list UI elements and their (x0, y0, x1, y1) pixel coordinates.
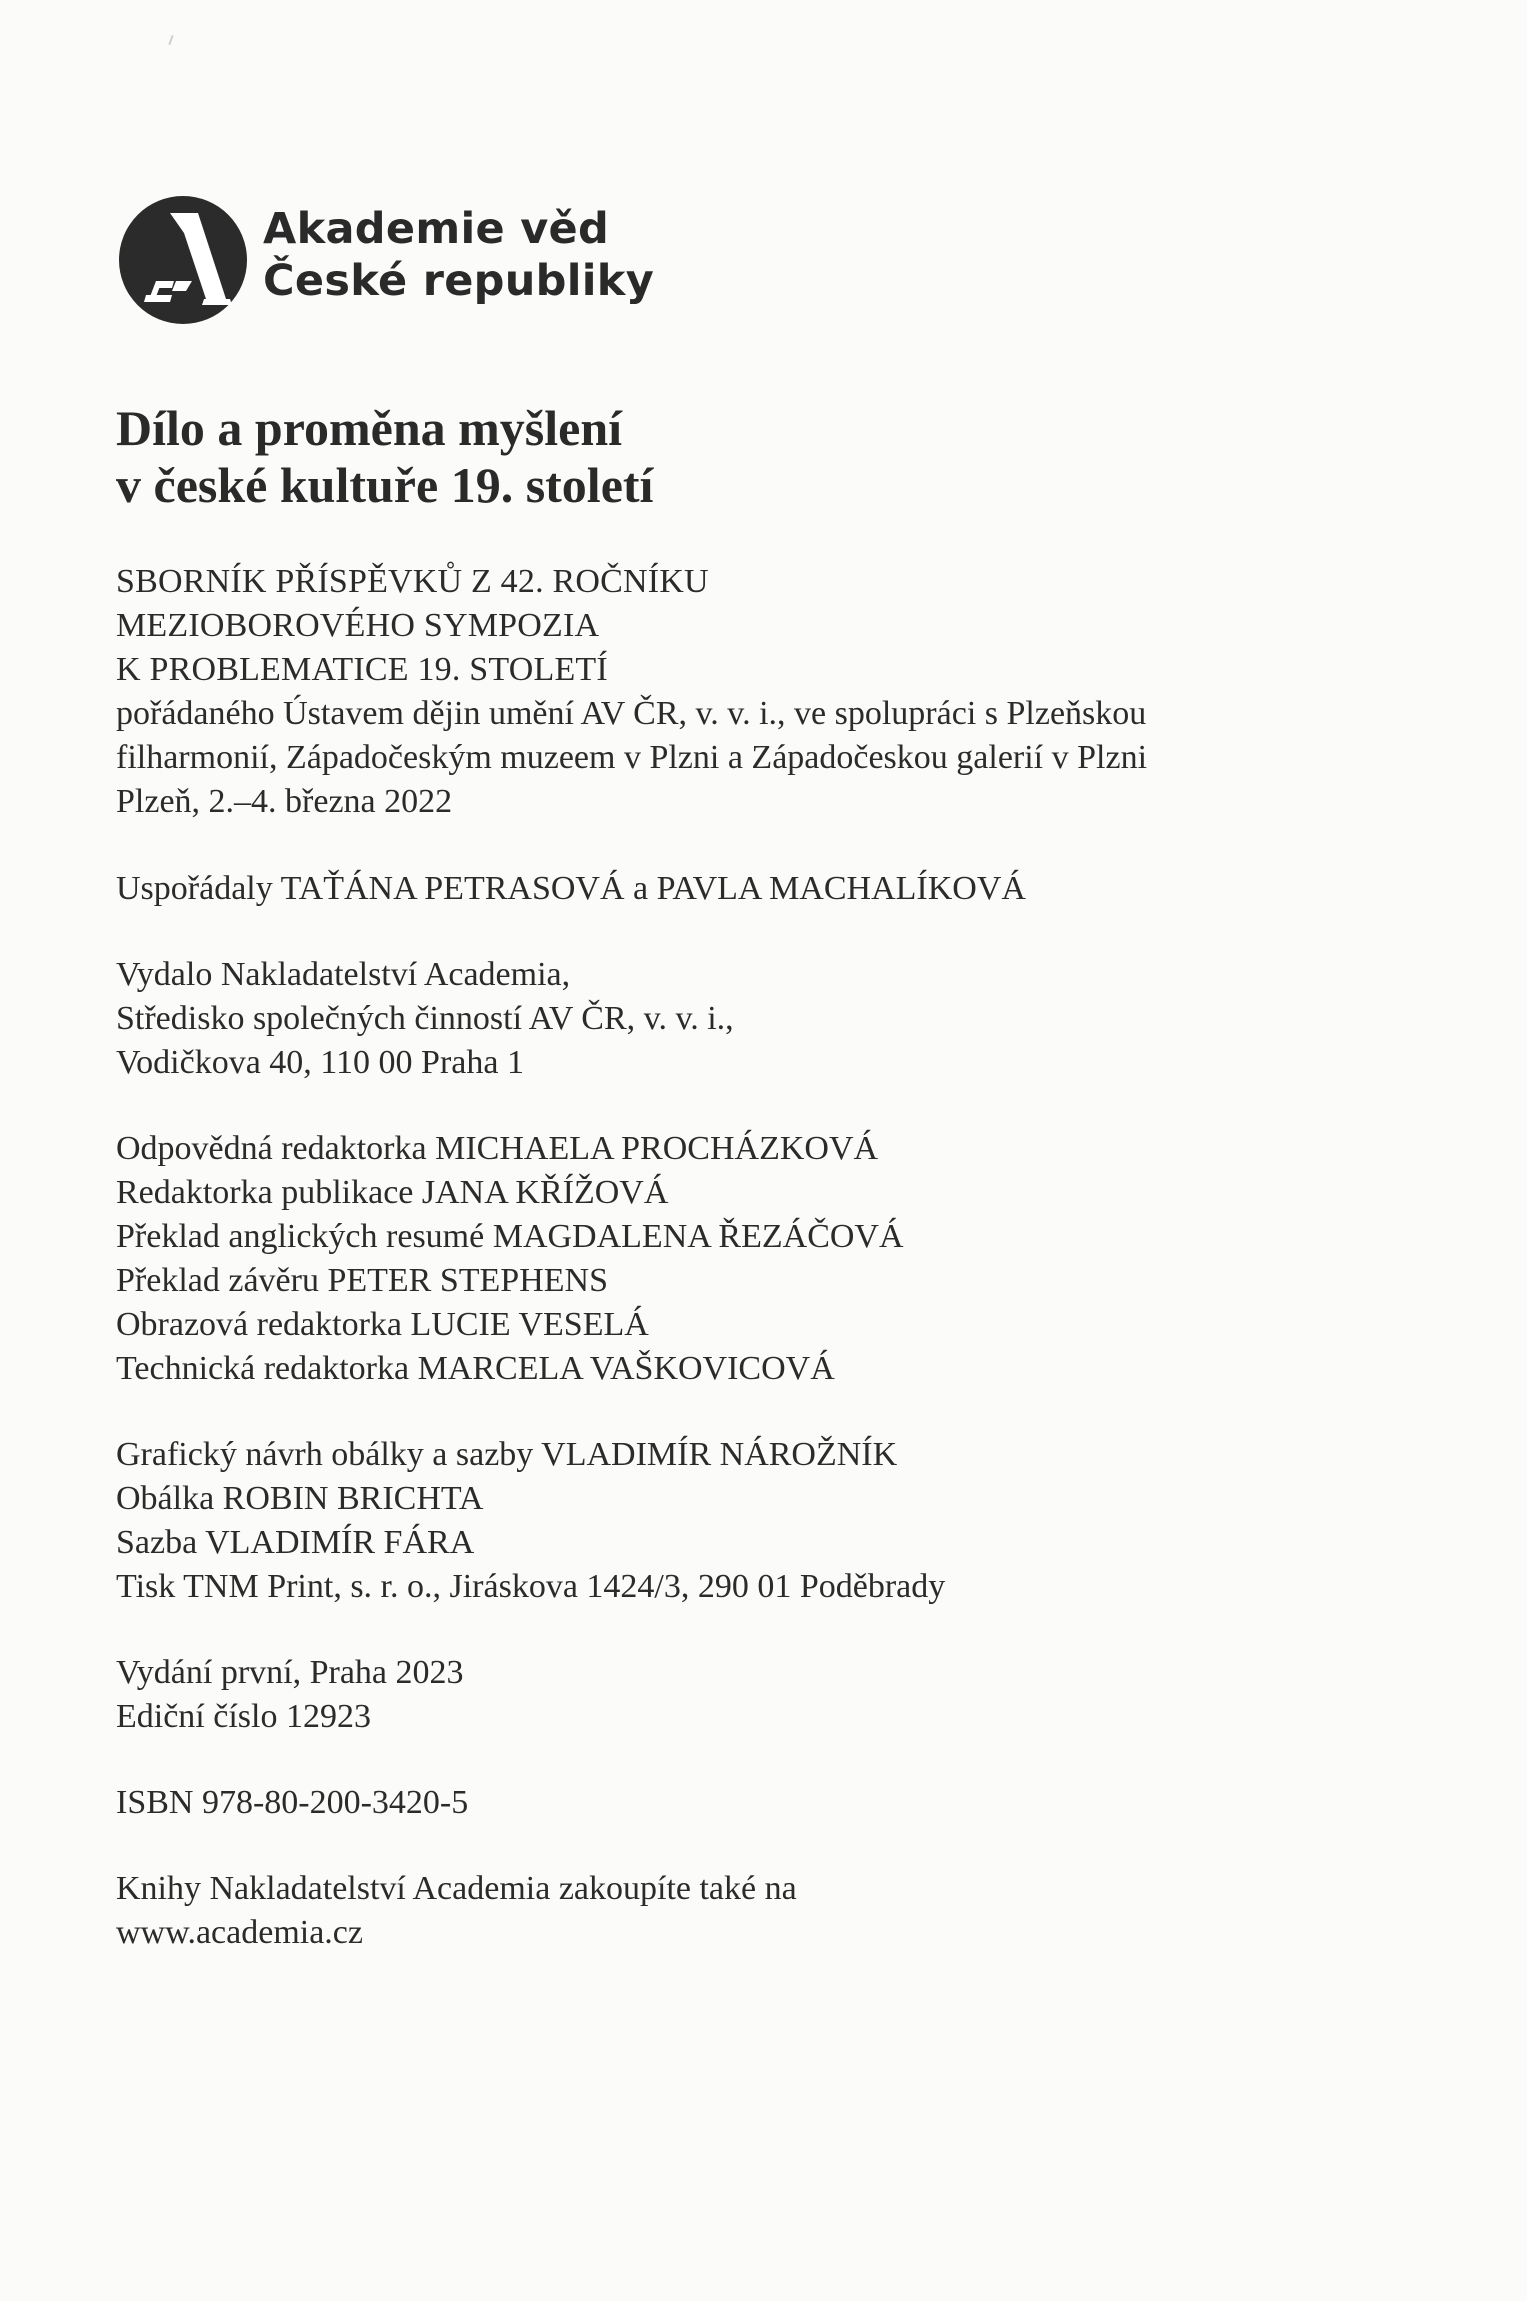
academy-name (263, 203, 654, 307)
book-title (116, 400, 1416, 514)
design-print-info (116, 1433, 1416, 1609)
staff-line: Překlad závěru PETER STEPHENS (116, 1262, 608, 1299)
publisher-line2: Středisko společných činností AV ČR, v. v. i., (116, 1000, 734, 1037)
paper-speck (168, 35, 173, 45)
proceedings-line1: SBORNÍK PŘÍSPĚVKŮ Z 42. ROČNÍKU (116, 563, 709, 600)
publisher-info (116, 953, 1416, 1085)
design-line: Grafický návrh obálky a sazby VLADIMÍR NÁROŽNÍK (116, 1436, 898, 1473)
shop-line1: Knihy Nakladatelství Academia zakoupíte také na (116, 1870, 797, 1907)
staff-line: Technická redaktorka MARCELA VAŠKOVICOVÁ (116, 1350, 835, 1387)
academy-name-line1: Akademie věd (263, 204, 610, 254)
proceedings-line4: pořádaného Ústavem dějin umění AV ČR, v. v. i., ve spolupráci s Plzeňskou (116, 695, 1147, 732)
publisher-line3: Vodičkova 40, 110 00 Praha 1 (116, 1044, 524, 1081)
academy-logo (118, 195, 758, 330)
colophon-content (116, 400, 1416, 1955)
book-title-line1: Dílo a proměna myšlení (116, 400, 623, 456)
design-line: Sazba VLADIMÍR FÁRA (116, 1524, 475, 1561)
publisher-line1: Vydalo Nakladatelství Academia, (116, 956, 571, 993)
staff-line: Redaktorka publikace JANA KŘÍŽOVÁ (116, 1174, 669, 1211)
shop-url: www.academia.cz (116, 1914, 363, 1951)
academy-a-logo-icon (118, 195, 248, 325)
design-line: Obálka ROBIN BRICHTA (116, 1480, 484, 1517)
editorial-staff (116, 1127, 1416, 1391)
academy-name-line2: České republiky (263, 256, 655, 306)
isbn-text: ISBN 978-80-200-3420-5 (116, 1784, 469, 1821)
edition-line2: Ediční číslo 12923 (116, 1698, 371, 1735)
isbn (116, 1781, 1416, 1825)
shop-info (116, 1867, 1416, 1955)
edition-info (116, 1651, 1416, 1739)
edition-line1: Vydání první, Praha 2023 (116, 1654, 464, 1691)
proceedings-line2: MEZIOBOROVÉHO SYMPOZIA (116, 607, 600, 644)
design-line: Tisk TNM Print, s. r. o., Jiráskova 1424/3, 290 01 Poděbrady (116, 1568, 946, 1605)
proceedings-line6: Plzeň, 2.–4. března 2022 (116, 783, 453, 820)
proceedings-info (116, 560, 1416, 824)
staff-line: Odpovědná redaktorka MICHAELA PROCHÁZKOVÁ (116, 1130, 879, 1167)
book-title-line2: v české kultuře 19. století (116, 457, 654, 513)
staff-line: Obrazová redaktorka LUCIE VESELÁ (116, 1306, 649, 1343)
editors-text: Uspořádaly TAŤÁNA PETRASOVÁ a PAVLA MACHALÍKOVÁ (116, 870, 1026, 907)
proceedings-line3: K PROBLEMATICE 19. STOLETÍ (116, 651, 608, 688)
editors-line (116, 867, 1416, 911)
staff-line: Překlad anglických resumé MAGDALENA ŘEZÁČOVÁ (116, 1218, 904, 1255)
proceedings-line5: filharmonií, Západočeským muzeem v Plzni a Západočeskou galerií v Plzni (116, 739, 1148, 776)
